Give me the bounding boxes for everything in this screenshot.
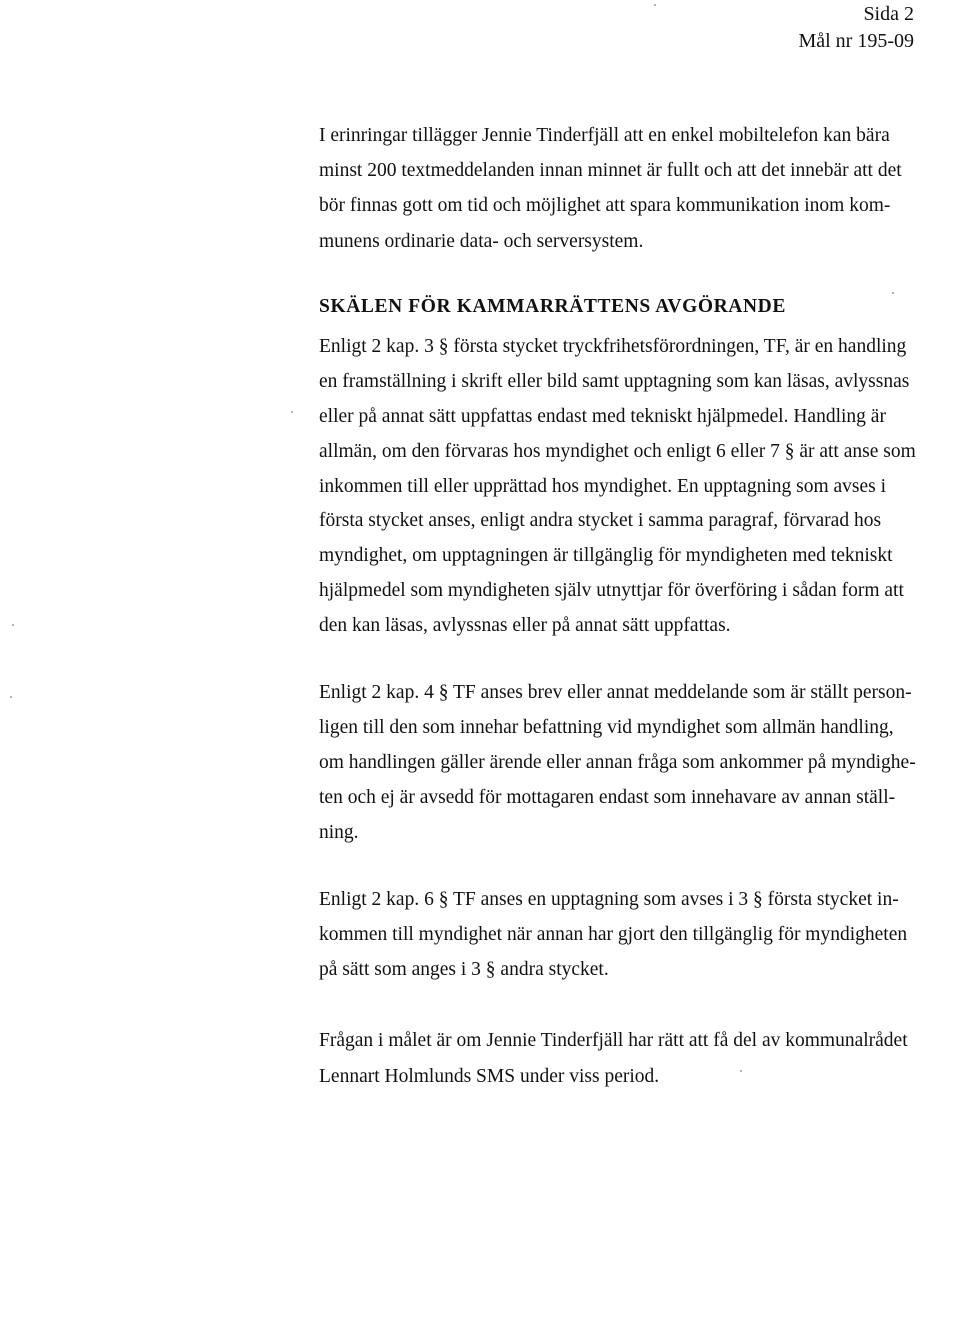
scan-speck [10,696,12,698]
text-line: Enligt 2 kap. 4 § TF anses brev eller annat meddelande som är ställt person- [319,682,912,703]
section-heading: SKÄLEN FÖR KAMMARRÄTTENS AVGÖRANDE [319,296,786,317]
case-number: Mål nr 195-09 [798,30,914,52]
text-line: bör finnas gott om tid och möjlighet att spara kommunikation inom kom- [319,195,891,216]
page-header [798,0,914,55]
text-line: på sätt som anges i 3 § andra stycket. [319,959,609,980]
text-line: Frågan i målet är om Jennie Tinderfjäll har rätt att få del av kommunalrådet [319,1030,908,1051]
scan-speck [12,624,14,626]
text-line: ning. [319,822,359,843]
text-line: Enligt 2 kap. 3 § första stycket tryckfrihetsförordningen, TF, är en handling [319,336,907,357]
text-line: allmän, om den förvaras hos myndighet och enligt 6 eller 7 § är att anse som [319,441,916,462]
text-line: ten och ej är avsedd för mottagaren endast som innehavare av annan ställ- [319,787,896,808]
text-line: minst 200 textmeddelanden innan minnet är fullt och att det innebär att det [319,160,902,181]
text-line: kommen till myndighet när annan har gjort den tillgänglig för myndigheten [319,924,908,945]
text-line: Enligt 2 kap. 6 § TF anses en upptagning som avses i 3 § första stycket in- [319,889,899,910]
scan-speck [892,292,894,294]
text-line: ligen till den som innehar befattning vid myndighet som allmän handling, [319,717,894,738]
text-line: första stycket anses, enligt andra stycket i samma paragraf, förvarad hos [319,510,882,531]
text-line: inkommen till eller upprättad hos myndighet. En upptagning som avses i [319,476,887,497]
scan-speck [291,411,293,413]
text-line: myndighet, om upptagningen är tillgänglig för myndigheten med tekniskt [319,545,893,566]
text-line: hjälpmedel som myndigheten själv utnyttjar för överföring i sådan form att [319,580,904,601]
text-line: om handlingen gäller ärende eller annan fråga som ankommer på myndighe- [319,752,916,773]
page-number: Sida 2 [863,3,914,25]
text-line: munens ordinarie data- och serversystem. [319,231,644,252]
scan-speck [740,1070,742,1072]
text-line: den kan läsas, avlyssnas eller på annat sätt uppfattas. [319,615,731,636]
text-line: Lennart Holmlunds SMS under viss period. [319,1066,660,1087]
text-line: en framställning i skrift eller bild samt upptagning som kan läsas, avlyssnas [319,371,910,392]
scan-speck [654,4,656,6]
text-line: eller på annat sätt uppfattas endast med tekniskt hjälpmedel. Handling är [319,406,886,427]
text-line: I erinringar tillägger Jennie Tinderfjäll att en enkel mobiltelefon kan bära [319,125,890,146]
